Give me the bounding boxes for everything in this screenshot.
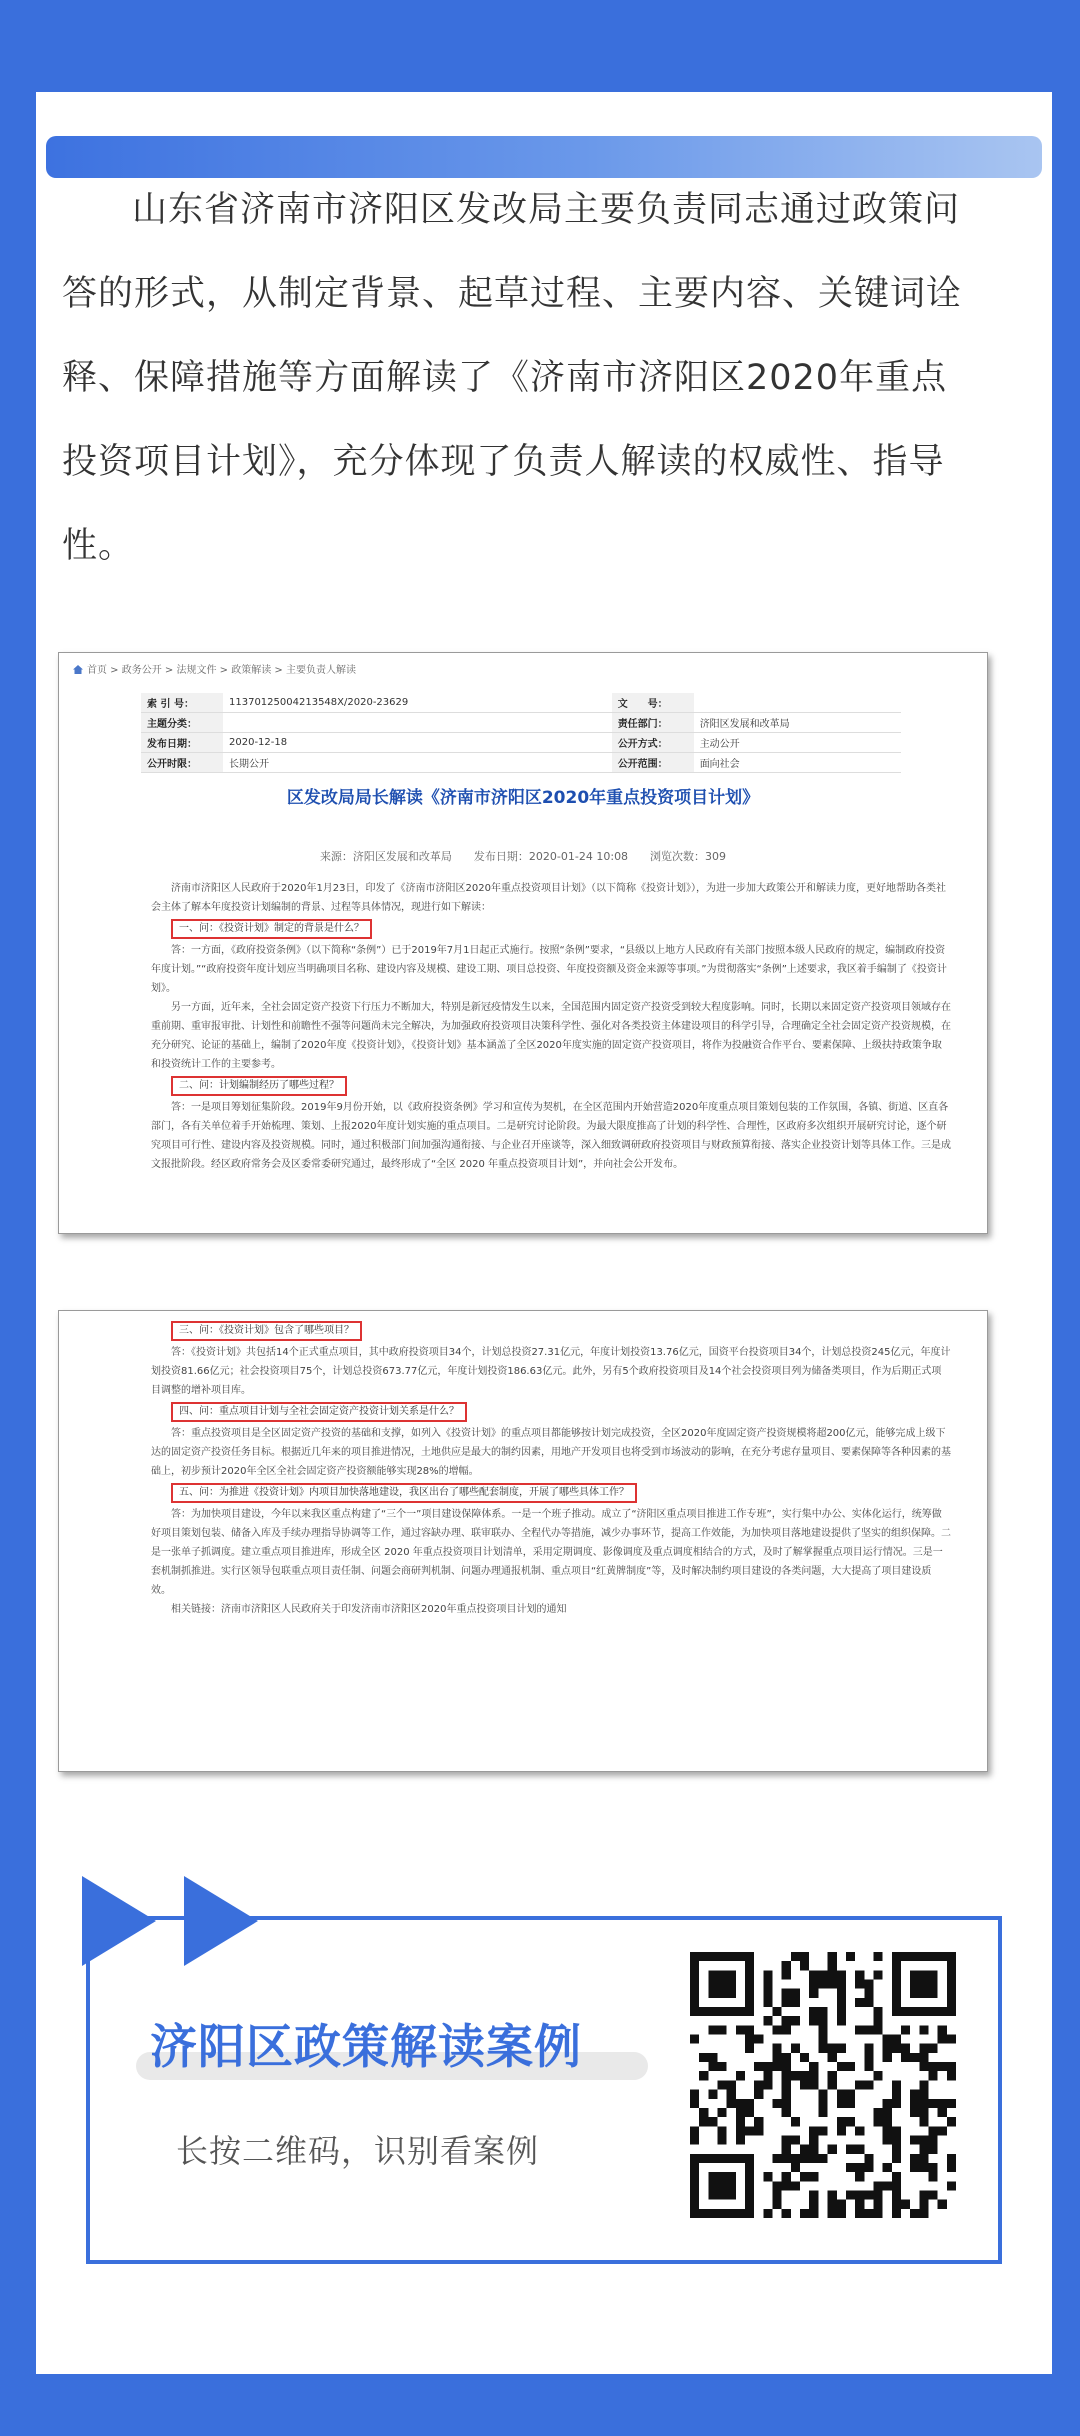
question-3: 三、问：《投资计划》包含了哪些项目？ [171, 1321, 362, 1341]
policy-page-screenshot-1 [58, 652, 988, 1234]
cases-subtitle: 长按二维码，识别看案例 [176, 2132, 540, 2170]
intro-paragraph: 山东省济南市济阳区发改局主要负责同志通过政策问答的形式，从制定背景、起草过程、主要内容、关键词诠释、保障措施等方面解读了《济南市济阳区2020年重点投资项目计划》，充分体现了负责人解读的权威性、指导性。 [62, 190, 963, 566]
article-body-continued: 三、问：《投资计划》包含了哪些项目？ 答：《投资计划》共包括14个正式重点项目，其中政府投资项目34个，计划总投资27.31亿元，年度计划投资13.76亿元，国资平台投资项目34个，计划总投资245亿元，年度计划投资81.66亿元；社会投资项目75个，计划总投资673.77亿元，年度计划投资186.63亿元。此外，另有5个政府投资项目及14个社会投资项目列为储备类项目，作为后期正式项目调整的增补项目库。 四、问：重点项目计划与全社会固定资产投资计划关系是什么？ 答：重点投资项目是全区固定资产投资的基础和支撑，如列入《投资计划》的重点项目都能够按计划完成投资，全区2020年度固定资产投资规模将超200亿元，能够完成上级下达的固定资产投资任务目标。根据近几年来的项目推进情况，土地供应是最大的制约因素，用地产开发项目也将受到市场波动的影响，在充分考虑存量项目、要素保障等各种因素的基础上，初步预计2020年全区全社会固定资产投资额能够实现28%的增幅。 五、问：为推进《投资计划》内项目加快落地建设，我区出台了哪些配套制度，开展了哪些具体工作？ 答：为加快项目建设，今年以来我区重点构建了“三个一”项目建设保障体系。一是一个班子推动。成立了“济阳区重点项目推进工作专班”，实行集中办公、实体化运行，统筹做好项目策划包装、储备入库及手续办理指导协调等工作，通过容缺办理、联审联办、全程代办等措施，减少办事环节，提高工作效能，为加快项目落地建设提供了坚实的组织保障。二是一张单子抓调度。建立重点项目推进库，形成全区 2020 年重点投资项目计划清单，采用定期调度、影像调度及重点调度相结合的方式，及时了解掌握重点项目运行情况。三是一套机制抓推进。实行区领导包联重点项目责任制、问题会商研判机制、问题办理通报机制、重点项目“红黄牌制度”等，及时解决制约项目建设的各类问题，大大提高了项目建设质效。 相关链接：济南市济阳区人民政府关于印发济南市济阳区2020年重点投资项目计划的通知 [151, 1319, 951, 1619]
question-1: 一、问：《投资计划》制定的背景是什么？ [171, 919, 372, 939]
question-2: 二、问：计划编制经历了哪些过程？ [171, 1076, 347, 1096]
flag-arrow-icon [82, 1876, 156, 1966]
metadata-table: 索 引 号： 11370125004213548X/2020-23629 文 号： 主题分类： 责任部门： 济阳区发展和改革局 发布日期： 2020-12-18 公开方式： 主动公开 公开时限： 长期公开 公开范围： 面向社会 [141, 693, 901, 773]
home-icon [73, 665, 83, 674]
flag-arrow-icon [184, 1876, 258, 1966]
cases-title: 济阳区政策解读案例 [150, 2020, 582, 2075]
source-line: 来源：济阳区发展和改革局 发布日期：2020-01-24 10:08 浏览次数：309 [319, 850, 727, 863]
related-link[interactable]: 相关链接：济南市济阳区人民政府关于印发济南市济阳区2020年重点投资项目计划的通知 [171, 1604, 567, 1615]
policy-page-screenshot-2 [58, 1310, 988, 1772]
question-4: 四、问：重点项目计划与全社会固定资产投资计划关系是什么？ [171, 1402, 467, 1422]
article-body: 济南市济阳区人民政府于2020年1月23日，印发了《济南市济阳区2020年重点投资项目计划》（以下简称《投资计划》），为进一步加大政策公开和解读力度，更好地帮助各类社会主体了解本年度投资计划编制的背景、过程等具体情况，现进行如下解读： 一、问：《投资计划》制定的背景是什么？ 答：一方面，《政府投资条例》（以下简称“条例”）已于2019年7月1日起正式施行。按照“条例”要求，“县级以上地方人民政府有关部门按照本级人民政府的规定，编制政府投资年度计划。”“政府投资年度计划应当明确项目名称、建设内容及规模、建设工期、项目总投资、年度投资额及资金来源等事项。”为贯彻落实“条例”上述要求，我区着手编制了《投资计划》。 另一方面，近年来，全社会固定资产投资下行压力不断加大，特别是新冠疫情发生以来，全国范围内固定资产投资受到较大程度影响。同时，长期以来固定资产投资项目领域存在重前期、重审报审批、计划性和前瞻性不强等问题尚未完全解决，为加强政府投资项目决策科学性、强化对各类投资主体建设项目的科学引导，合理确定全社会固定资产投资规模，在充分研究、论证的基础上，编制了2020年度《投资计划》，《投资计划》基本涵盖了全区2020年度实施的固定资产投资项目，将作为投融资合作平台、要素保障、上级扶持政策争取和投资统计工作的主要参考。 二、问：计划编制经历了哪些过程？ 答：一是项目筹划征集阶段。2019年9月份开始，以《政府投资条例》学习和宣传为契机，在全区范围内开始营造2020年度重点项目策划包装的工作氛围，各镇、街道、区直各部门，各有关单位着手开始梳理、策划、上报2020年度计划实施的重点项目。二是研究讨论阶段。为最大限度推高了计划的科学性、合理性，区政府多次组织开展研究讨论，逐个研究项目可行性、建设内容及投资规模。同时，通过积极部门间加强沟通衔接、与企业召开座谈等，深入细致调研政府投资项目与财政预算衔接、落实企业投资计划等具体工作。三是成文报批阶段。经区政府常务会及区委常委研究通过，最终形成了“全区 2020 年重点投资项目计划”，并向社会公开发布。 [151, 883, 951, 1170]
question-5: 五、问：为推进《投资计划》内项目加快落地建设，我区出台了哪些配套制度，开展了哪些具体工作？ [171, 1483, 637, 1503]
article-title: 区发改局局长解读《济南市济阳区2020年重点投资项目计划》 [286, 788, 760, 808]
breadcrumb: 首页 > 政务公开 > 法规文件 > 政策解读 > 主要负责人解读 [73, 661, 356, 676]
qr-code-icon[interactable] [690, 1952, 956, 2218]
